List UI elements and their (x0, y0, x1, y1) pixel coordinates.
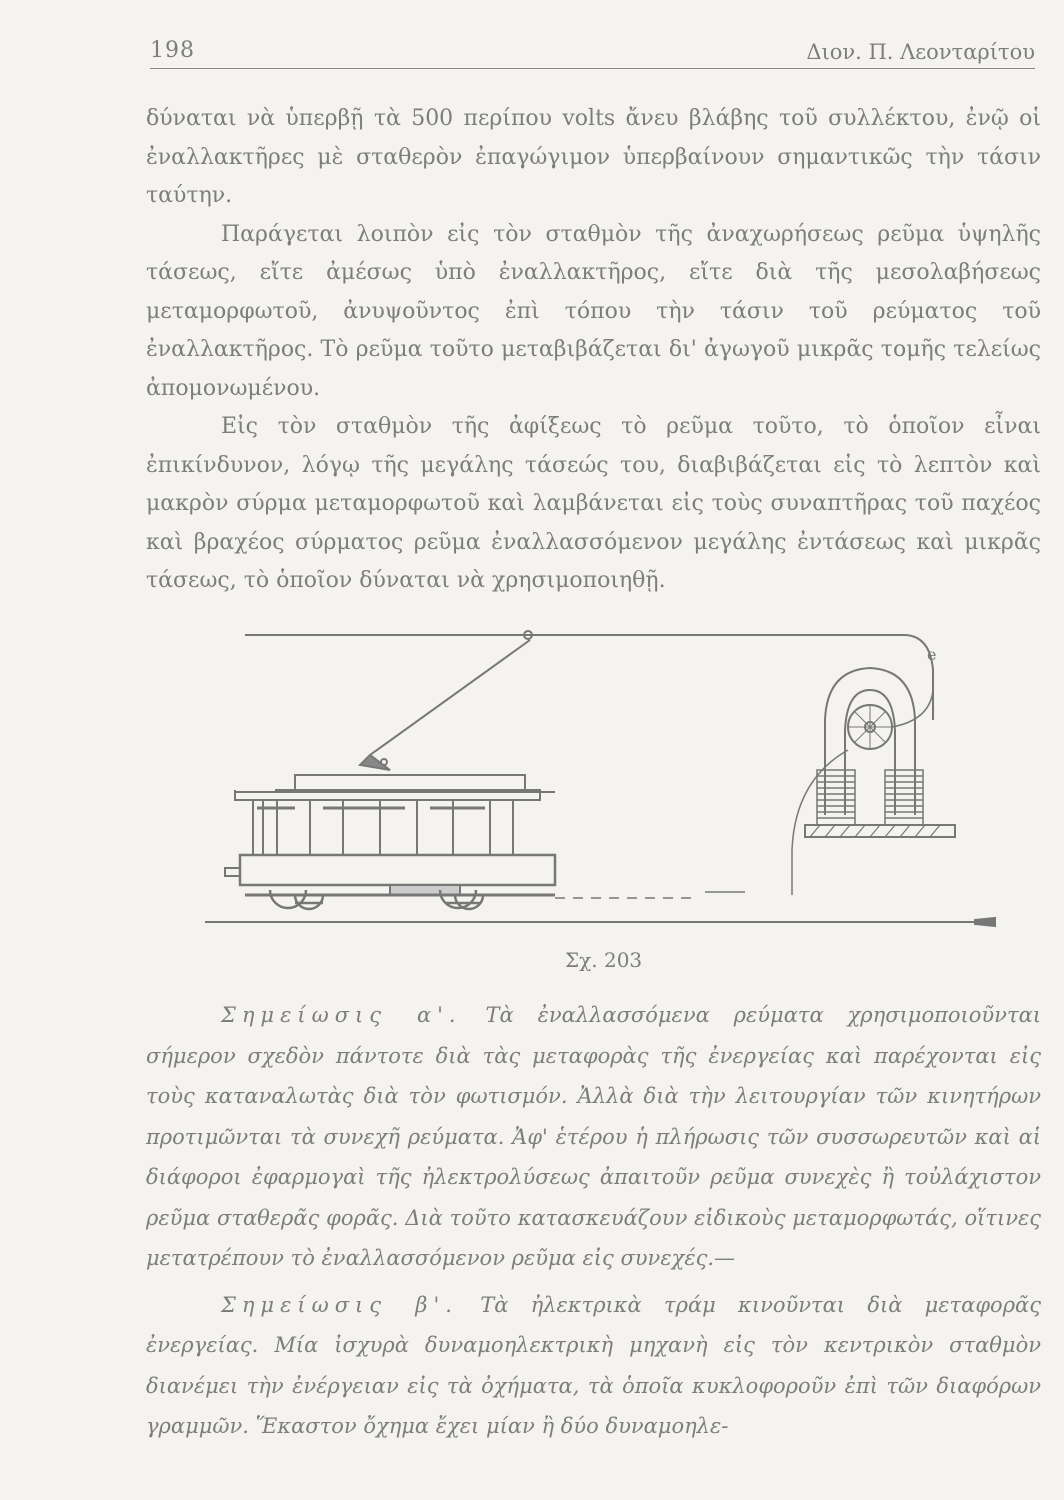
note-text: Τὰ ἐναλλασσόμενα ρεύματα χρησιμοποιοῦνται σήμερον σχεδὸν πάντοτε διὰ τὰς μεταφορὰς τῆς ἐνεργείας καὶ παρέχονται εἰς τοὺς καταναλωτὰς διὰ τὸν φωτισμόν. Ἀλλὰ διὰ τὴν λειτουργίαν τῶν κινητήρων προτιμῶνται τὰ συνεχῆ ρεύματα. Ἀφ' ἑτέρου ἡ πλήρωσις τῶν συσσωρευτῶν καὶ αἱ διάφοροι ἐφαρμογαὶ τῆς ἠλεκτρολύσεως ἀπαιτοῦν ρεῦμα συνεχὲς ἢ τοὐλάχιστον ρεῦμα σταθερᾶς φορᾶς. Διὰ τοῦτο κατασκευάζουν εἰδικοὺς μεταμορφωτάς, οἵτινες μετατρέπουν τὸ ἐναλλασσόμενον ρεῦμα εἰς συνεχές.— (146, 1003, 1041, 1270)
note-heading: Σημείωσις α'. (221, 1003, 462, 1027)
tram-diagram (195, 610, 1045, 930)
paragraph: Παράγεται λοιπὸν εἰς τὸν σταθμὸν τῆς ἀναχωρήσεως ρεῦμα ὑψηλῆς τάσεως, εἴτε ἀμέσως ὑπὸ ἐναλλακτῆρος, εἴτε διὰ τῆς μεσολαβήσεως μεταμορφωτοῦ, ἀνυψοῦντος ἐπὶ τόπου τὴν τάσιν τοῦ ρεύματος τοῦ ἐναλλακτῆρος. Τὸ ρεῦμα τοῦτο μεταβιβάζεται δι' ἀγωγοῦ μικρᾶς τομῆς τελείως ἀπομονωμένου. (146, 221, 1041, 401)
running-head: Διον. Π. Λεονταρίτου (806, 40, 1035, 64)
field-coils (817, 770, 923, 825)
main-text (146, 100, 1041, 601)
page-number: 198 (150, 38, 195, 63)
notes-section (146, 995, 1041, 1447)
overhead-wire (245, 635, 933, 720)
tram-car (225, 775, 555, 895)
paragraph: Εἰς τὸν σταθμὸν τῆς ἀφίξεως τὸ ρεῦμα τοῦτο, τὸ ὁποῖον εἶναι ἐπικίνδυνον, λόγῳ τῆς μεγάλης τάσεώς του, διαβιβάζεται εἰς τὸ λεπτὸν καὶ μακρὸν σύρμα μεταμορφωτοῦ καὶ λαμβάνεται εἰς τοὺς συναπτῆρας τοῦ παχέος καὶ βραχέος σύρματος ρεῦμα ἐναλλασσόμενον μεγάλης ἐντάσεως καὶ μικρᾶς τάσεως, τὸ ὁποῖον δύναται νὰ χρησιμοποιηθῇ. (146, 414, 1041, 593)
generator-base (805, 825, 955, 837)
page-header (150, 38, 1035, 69)
tram-figure (195, 610, 1045, 930)
note-heading: Σημείωσις β'. (221, 1292, 458, 1317)
figure-caption: Σχ. 203 (565, 948, 643, 972)
trolley-pole (370, 640, 530, 755)
generator (792, 668, 955, 895)
pole-label: e (927, 645, 937, 664)
note-second (146, 1285, 1041, 1447)
paragraph: δύναται νὰ ὑπερβῇ τὰ 500 περίπου volts ἄνευ βλάβης τοῦ συλλέκτου, ἐνῷ οἱ ἐναλλακτῆρες μὲ σταθερὸν ἐπαγώγιμον ὑπερβαίνουν σημαντικῶς τὴν τάσιν ταύτην. (146, 106, 1041, 208)
note-first (146, 995, 1041, 1279)
note-text: Τὰ ἠλεκτρικὰ τράμ κινοῦνται διὰ μεταφορᾶς ἐνεργείας. Μία ἰσχυρὰ δυναμοηλεκτρικὴ μηχανὴ εἰς τὸν κεντρικὸν σταθμὸν διανέμει τὴν ἐνέργειαν εἰς τὰ ὀχήματα, τὰ ὁποῖα κυκλοφοροῦν ἐπὶ τῶν διαφόρων γραμμῶν. Ἕκαστον ὄχημα ἔχει μίαν ἢ δύο δυναμοηλε- (146, 1292, 1041, 1438)
